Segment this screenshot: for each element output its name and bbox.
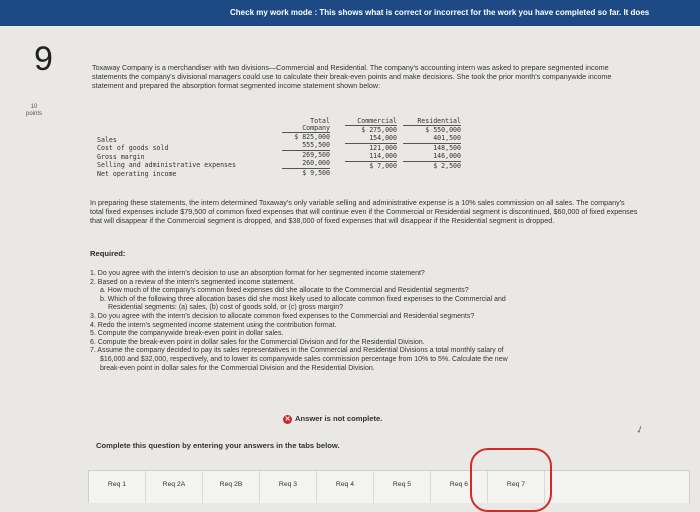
cell: $ 825,000 [294,133,330,141]
required-item: 1. Do you agree with the intern's decision to use an absorption format for her segmented income statement? [90,270,425,277]
check-my-work-banner [0,0,700,26]
red-circle-annotation [470,448,552,512]
points-label [26,104,42,118]
row-label: Gross margin [97,152,145,161]
tab-req-1[interactable]: Req 1 [89,471,146,503]
cell: $ 7,000 [369,161,397,170]
column-commercial [345,118,397,170]
column-residential [403,118,461,170]
tab-req-3[interactable]: Req 3 [260,471,317,503]
banner-text: Check my work mode : This shows what is correct or incorrect for the work you have completed so far. It does [230,8,650,17]
cell: $ 9,500 [302,168,330,177]
tab-req-6[interactable]: Req 6 [431,471,488,503]
required-heading: Required: [90,249,126,258]
row-label: Cost of goods sold [97,144,169,153]
requirement-tabs [88,470,690,503]
tab-req-4[interactable]: Req 4 [317,471,374,503]
row-label: Net operating income [97,169,177,178]
column-header: Total [310,117,330,125]
column-header: Commercial [345,118,397,126]
required-item: 3. Do you agree with the intern's decision to allocate common fixed expenses to the Commercial and Residential segments? [90,312,475,320]
segmented-income-statement [97,118,477,188]
tab-req-2b[interactable]: Req 2B [203,471,260,503]
cell: 121,000 [369,143,397,152]
error-x-icon: ✕ [284,415,291,423]
row-label: Sales [97,136,117,144]
tabs-instruction: Complete this question by entering your answers in the tabs below. [96,441,340,450]
required-item: 2. Based on a review of the intern's segmented income statement. [90,278,295,286]
question-number: 9 [34,40,53,78]
required-item: 4. Redo the intern's segmented income statement using the contribution format. [90,321,337,329]
question-intro: Toxaway Company is a merchandiser with two divisions—Commercial and Residential. The company's accounting intern was asked to prepare segmented income statements the company's divisional managers could use to calculate their break-even points and make decisions. She took the prior month's companywide income statement and prepared the absorption format segmented income statement shown below: [92,63,612,90]
required-item: a. How much of the company's common fixed expenses did she allocate to the Commercial and Residential segments? [100,287,469,295]
required-item: b. Which of the following three allocation bases did she most likely used to allocate common fixed expenses to the Commercial and [100,295,506,303]
cell: $ 2,500 [433,161,461,170]
required-item: Residential segments: (a) sales, (b) cost of goods sold, or (c) gross margin? [108,304,343,312]
cell: 154,000 [345,134,397,143]
cell: 146,000 [403,152,461,161]
column-total-company [282,118,330,177]
required-list [90,270,650,373]
points-value: 10 [30,104,38,110]
cell: 401,500 [403,134,461,143]
expense-explanation: In preparing these statements, the intern determined Toxaway's only variable selling and administrative expense is a 10% sales commission on all sales. The company's total fixed expenses include $79,500 of common fixed expenses that will continue even if the Commercial or Residential segment is discontinued, $60,000 of fixed expenses that will disappear if the Commercial segment is dropped, and $38,000 of fixed expenses that will disappear if the Residential segment is dropped. [90,198,638,225]
required-item: $16,000 and $32,000, respectively, and to lower its companywide sales commission percentage from 10% to 5%. Calculate the new [100,355,508,363]
cell: 260,000 [282,159,330,168]
cell: $ 275,000 [361,126,397,134]
required-item: break-even point in dollar sales for the Commercial Division and the Residential Division. [100,364,375,372]
cell: 269,500 [302,150,330,159]
row-label: Selling and administrative expenses [97,161,236,170]
answer-status-text: Answer is not complete. [295,414,383,423]
points-word: points [26,111,43,117]
tab-req-7[interactable]: Req 7 [488,471,545,503]
cell: 555,500 [282,141,330,150]
cell: 148,500 [433,143,461,152]
cell: 114,000 [345,152,397,161]
cell: $ 550,000 [425,126,461,134]
required-item: 5. Compute the companywide break-even point in dollar sales. [90,330,284,338]
column-header: Company [282,125,330,133]
check-mark-icon: ✓ [634,423,647,438]
tab-req-2a[interactable]: Req 2A [146,471,203,503]
column-header: Residential [403,118,461,126]
required-item: 7. Assume the company decided to pay its sales representatives in the Commercial and Residential Divisions a total monthly salary of [90,347,504,355]
tab-req-5[interactable]: Req 5 [374,471,431,503]
statement-row-labels [97,136,236,178]
answer-status [283,414,382,424]
required-item: 6. Compute the break-even point in dollar sales for the Commercial Division and for the Residential Division. [90,338,425,346]
